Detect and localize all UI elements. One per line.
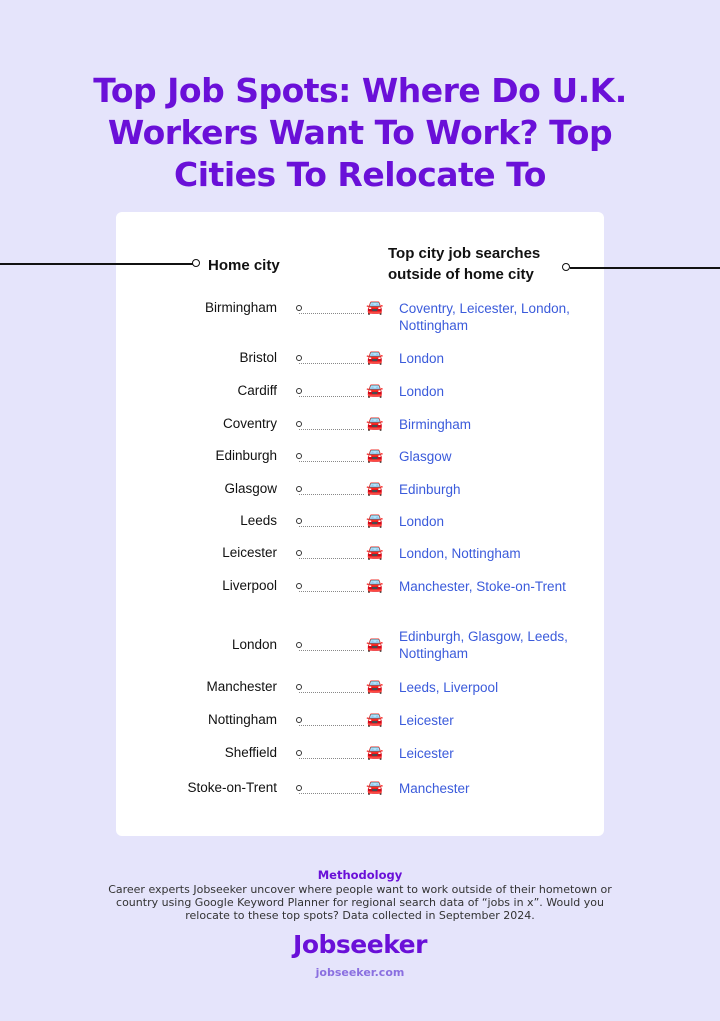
- pin-icon: [296, 421, 302, 427]
- pin-icon: [296, 486, 302, 492]
- home-city: Manchester: [206, 679, 277, 694]
- destination-cities: Birmingham: [399, 417, 472, 432]
- pin-icon: [296, 642, 302, 648]
- car-icon: 🚘: [366, 416, 384, 432]
- car-icon: 🚘: [366, 679, 384, 695]
- car-icon: 🚘: [366, 780, 384, 796]
- home-city-header: Home city: [208, 257, 280, 274]
- methodology: [100, 869, 620, 922]
- car-icon: 🚘: [366, 383, 384, 399]
- dotted-connector: [299, 461, 364, 462]
- pin-icon: [296, 355, 302, 361]
- pin-icon: [296, 518, 302, 524]
- home-city: Cardiff: [237, 383, 277, 398]
- car-icon: 🚘: [366, 300, 384, 316]
- destination-header: Top city job searches outside of home city: [388, 245, 541, 283]
- destination-cities: Coventry, Leicester, London, Nottingham: [399, 301, 570, 333]
- connector-line-right: [570, 267, 720, 269]
- car-icon: 🚘: [366, 545, 384, 561]
- home-city: Bristol: [239, 350, 277, 365]
- connector-line-left: [0, 263, 193, 265]
- pin-icon: [296, 583, 302, 589]
- dotted-connector: [299, 363, 364, 364]
- car-icon: 🚘: [366, 578, 384, 594]
- home-city: Glasgow: [224, 481, 277, 496]
- destination-cities: London: [399, 384, 445, 399]
- pin-icon: [296, 717, 302, 723]
- car-icon: 🚘: [366, 513, 384, 529]
- destination-cities: Leicester: [399, 746, 454, 761]
- methodology-heading: Methodology: [317, 868, 403, 882]
- website-link[interactable]: jobseeker.com: [315, 966, 405, 979]
- pin-icon: [296, 785, 302, 791]
- dotted-connector: [299, 793, 364, 794]
- pin-icon: [296, 453, 302, 459]
- destination-cities: Glasgow: [399, 449, 452, 464]
- destination-cities: Leeds, Liverpool: [399, 680, 499, 695]
- pin-icon: [296, 388, 302, 394]
- car-icon: 🚘: [366, 350, 384, 366]
- destination-cities: Edinburgh, Glasgow, Leeds, Nottingham: [399, 629, 568, 661]
- home-city: London: [231, 637, 277, 652]
- dotted-connector: [299, 692, 364, 693]
- destination-cities: Manchester: [399, 781, 470, 796]
- dotted-connector: [299, 526, 364, 527]
- car-icon: 🚘: [366, 712, 384, 728]
- home-city: Coventry: [222, 416, 277, 431]
- dotted-connector: [299, 591, 364, 592]
- destination-cities: London: [399, 514, 445, 529]
- destination-cities: Leicester: [399, 713, 454, 728]
- page-title: Top Job Spots: Where Do U.K. Workers Want To Work? Top Cities To Relocate To: [93, 71, 627, 194]
- dotted-connector: [299, 558, 364, 559]
- pin-icon: [296, 750, 302, 756]
- dotted-connector: [299, 313, 364, 314]
- pin-icon: [296, 684, 302, 690]
- car-icon: 🚘: [366, 481, 384, 497]
- home-city: Edinburgh: [215, 448, 277, 463]
- methodology-text: Career experts Jobseeker uncover where people want to work outside of their hometown or country using Google Keyword Planner for regional search data of “jobs in x”. Would you relocate to these top spots? Data collected in September 2024.: [108, 883, 612, 922]
- connector-dot-right: [562, 263, 570, 271]
- dotted-connector: [299, 650, 364, 651]
- destination-cities: Manchester, Stoke-on-Trent: [399, 579, 566, 594]
- car-icon: 🚘: [366, 637, 384, 653]
- connector-dot-left: [192, 259, 200, 267]
- dotted-connector: [299, 429, 364, 430]
- jobseeker-logo: Jobseeker: [293, 930, 427, 959]
- car-icon: 🚘: [366, 745, 384, 761]
- pin-icon: [296, 550, 302, 556]
- destination-cities: London: [399, 351, 445, 366]
- car-icon: 🚘: [366, 448, 384, 464]
- home-city: Leicester: [222, 545, 277, 560]
- pin-icon: [296, 305, 302, 311]
- dotted-connector: [299, 396, 364, 397]
- destination-cities: Edinburgh: [399, 482, 461, 497]
- home-city: Nottingham: [207, 712, 277, 727]
- home-city: Birmingham: [204, 300, 277, 315]
- home-city: Sheffield: [224, 745, 277, 760]
- dotted-connector: [299, 758, 364, 759]
- dotted-connector: [299, 725, 364, 726]
- home-city: Leeds: [240, 513, 277, 528]
- dotted-connector: [299, 494, 364, 495]
- home-city: Liverpool: [222, 578, 277, 593]
- home-city: Stoke-on-Trent: [187, 780, 277, 795]
- destination-cities: London, Nottingham: [399, 546, 521, 561]
